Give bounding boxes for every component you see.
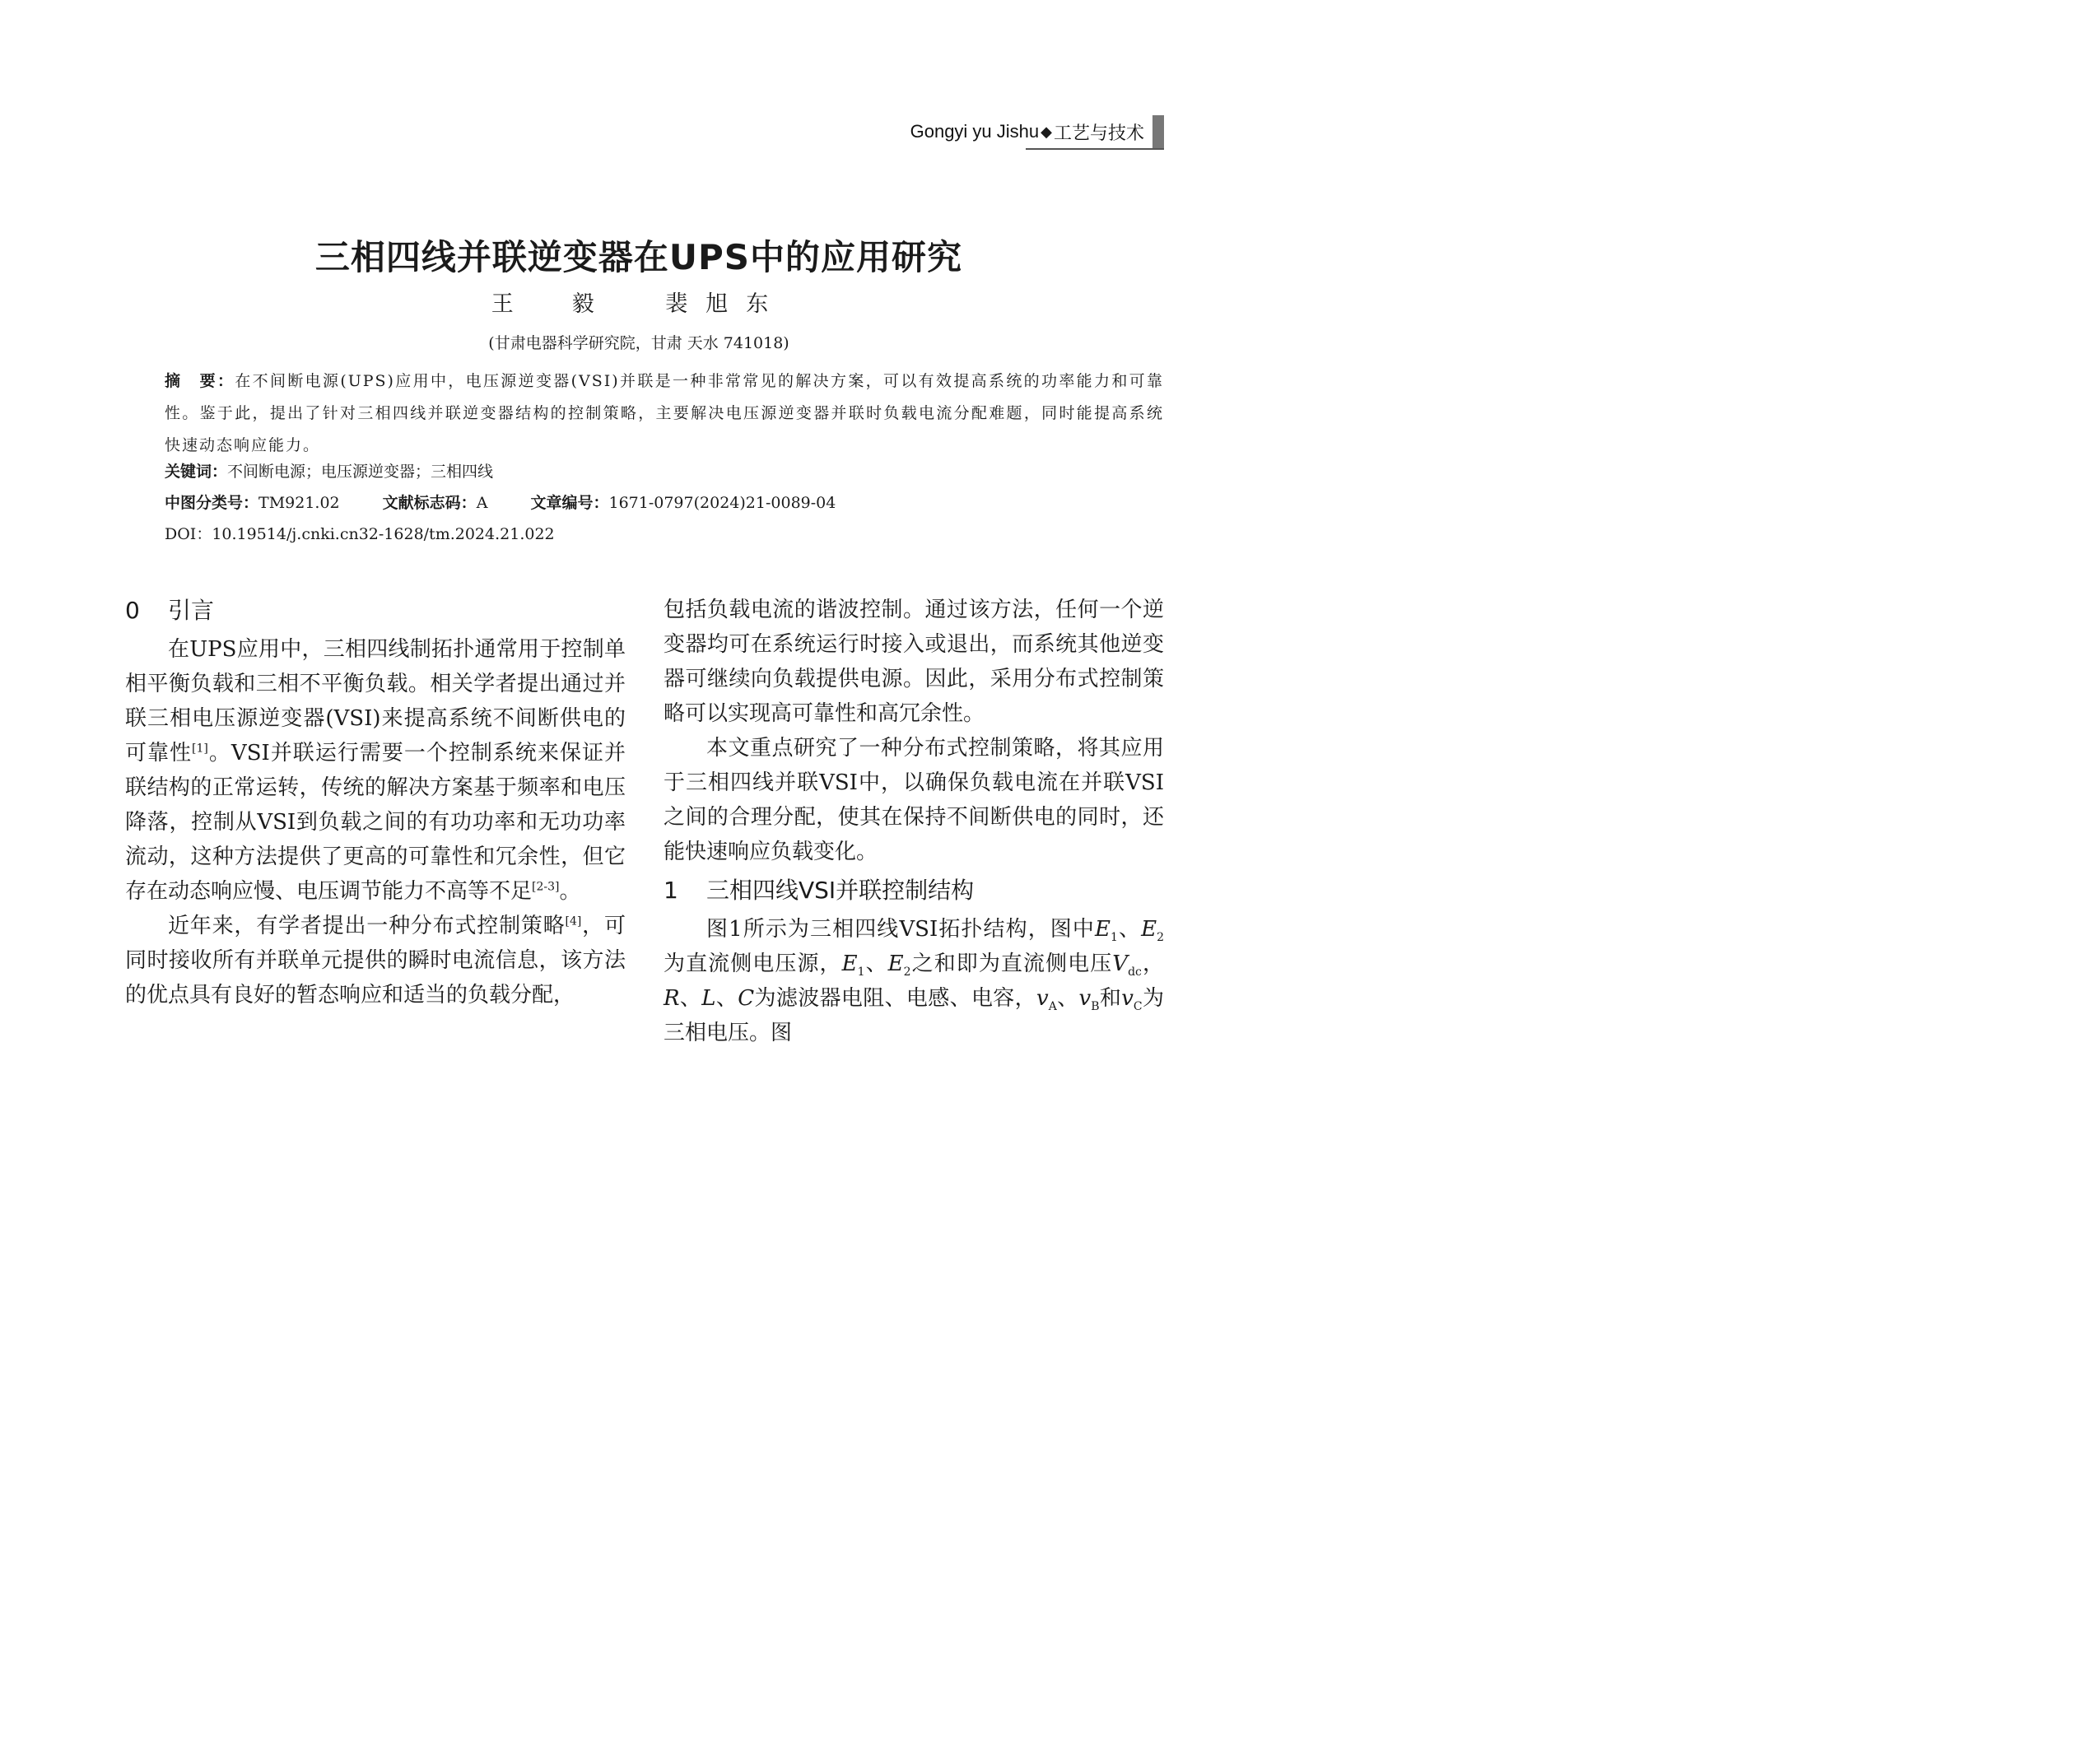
section-number: 0 [125, 597, 140, 624]
paragraph: 在UPS应用中，三相四线制拓扑通常用于控制单相平衡负载和三相不平衡负载。相关学者提出通过并联三相电压源逆变器(VSI)来提高系统不间断供电的可靠性[1]。VSI并联运行需要一个控制系统来保证并联结构的正常运转，传统的解决方案基于频率和电压降落，控制从VSI到负载之间的有功功率和无功功率流动，这种方法提供了更高的可靠性和冗余性，但它存在动态响应慢、电压调节能力不高等不足[2-3]。 [125, 637, 626, 904]
section-heading [664, 873, 1164, 909]
affiliation: (甘肃电器科学研究院，甘肃 天水 741018) [488, 334, 789, 352]
keywords-text: 不间断电源；电压源逆变器；三相四线 [227, 463, 494, 481]
running-header [910, 115, 1164, 148]
journal-pinyin: Gongyi yu Jishu [910, 121, 1040, 142]
left-column [125, 593, 626, 1012]
classification [165, 491, 873, 513]
doi-label: DOI： [165, 525, 212, 543]
section-title: 三相四线VSI并联控制结构 [706, 877, 975, 904]
paragraph: 图1所示为三相四线VSI拓扑结构，图中$E_1$、$E_2$为直流侧电压源，$E_1$、$E_2$之和即为直流侧电压$V_{dc}$，R、L、C为滤波器电阻、电感、电容，$v_A$、$v_B$和$v_C$为三相电压。图 [664, 917, 1164, 1045]
paragraph: 本文重点研究了一种分布式控制策略，将其应用于三相四线并联VSI中，以确保负载电流在并联VSI之间的合理分配，使其在保持不间断供电的同时，还能快速响应负载变化。 [664, 736, 1164, 864]
clc-label: 中图分类号： [165, 494, 259, 512]
paper-title: 三相四线并联逆变器在UPS中的应用研究 [314, 237, 963, 277]
doi-value: 10.19514/j.cnki.cn32-1628/tm.2024.21.022 [212, 525, 555, 543]
keywords [165, 459, 493, 482]
doi [165, 522, 555, 544]
citation: [1] [192, 742, 208, 756]
section-title: 引言 [168, 597, 215, 624]
right-column [664, 593, 1164, 1050]
citation: [4] [565, 914, 582, 928]
author: 裴旭东 [665, 291, 787, 317]
author: 王 毅 [491, 291, 612, 317]
article-no-label: 文章编号： [530, 494, 609, 512]
doc-code-value: A [476, 494, 488, 512]
header-rule [1026, 148, 1164, 150]
section-heading [125, 593, 626, 629]
abstract-text: 在不间断电源(UPS)应用中，电压源逆变器(VSI)并联是一种非常常见的解决方案，可以有效提高系统的功率能力和可靠性。鉴于此，提出了针对三相四线并联逆变器结构的控制策略，主要解决电压源逆变器并联时负载电流分配难题，同时能提高系统快速动态响应能力。 [165, 372, 1164, 454]
paragraph: 包括负载电流的谐波控制。通过该方法，任何一个逆变器均可在系统运行时接入或退出，而系统其他逆变器可继续向负载提供电源。因此，采用分布式控制策略可以实现高可靠性和高冗余性。 [664, 598, 1164, 726]
diamond-icon: ◆ [1041, 123, 1052, 141]
paragraph: 近年来，有学者提出一种分布式控制策略[4]，可同时接收所有并联单元提供的瞬时电流信息，该方法的优点具有良好的暂态响应和适当的负载分配， [125, 914, 626, 1007]
journal-name: 工艺与技术 [1053, 122, 1144, 143]
header-bar [1152, 115, 1164, 148]
clc-value: TM921.02 [258, 494, 340, 512]
citation: [2-3] [532, 880, 560, 894]
doc-code-label: 文献标志码： [382, 494, 477, 512]
abstract [125, 365, 1164, 462]
authors [0, 286, 1278, 318]
keywords-label: 关键词： [165, 463, 228, 481]
section-number: 1 [664, 877, 678, 904]
article-no-value: 1671-0797(2024)21-0089-04 [608, 494, 836, 512]
abstract-label: 摘 要： [165, 372, 235, 390]
